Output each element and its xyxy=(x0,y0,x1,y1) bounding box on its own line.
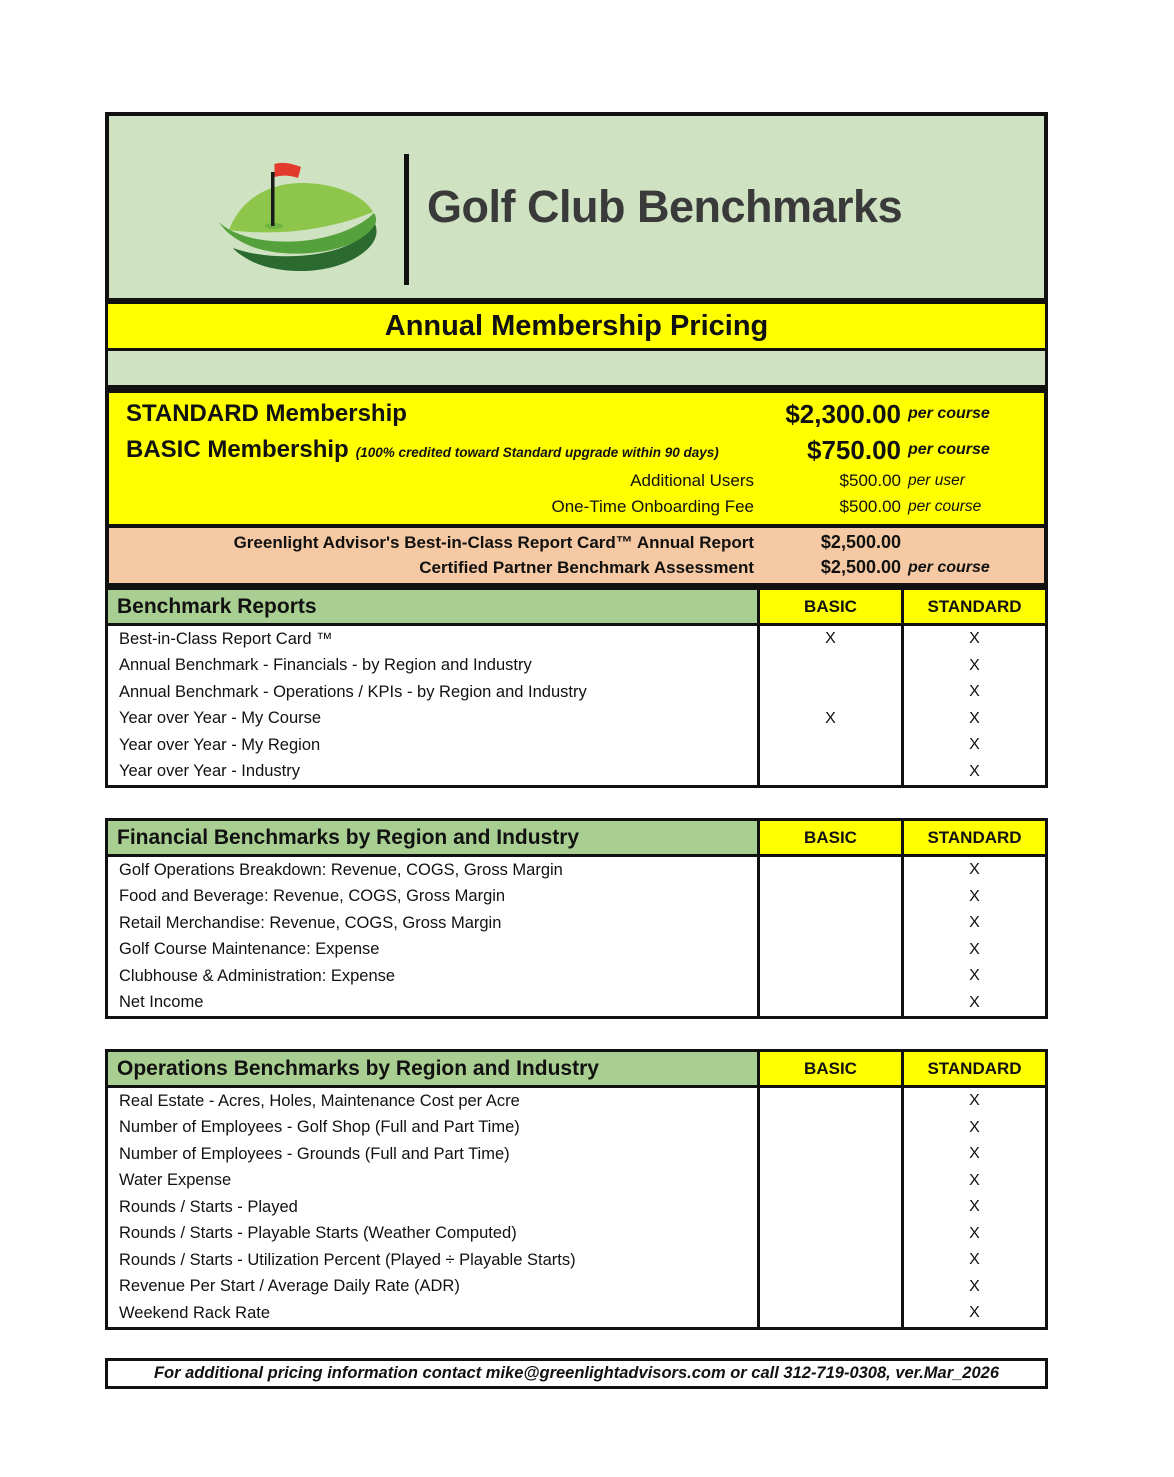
price-unit: per course xyxy=(908,558,990,576)
table-row xyxy=(108,653,1045,680)
page-title: Annual Membership Pricing xyxy=(105,302,1048,351)
column-header-standard: STANDARD xyxy=(901,1052,1045,1085)
row-label: Clubhouse & Administration: Expense xyxy=(119,966,396,985)
standard-cell: X xyxy=(901,732,1045,759)
standard-cell: X xyxy=(901,1168,1045,1195)
row-label: Golf Operations Breakdown: Revenue, COGS, Gross Margin xyxy=(119,860,563,879)
table-row xyxy=(108,1115,1045,1142)
table-row xyxy=(108,1274,1045,1301)
table-header-row xyxy=(108,821,1045,857)
table-row xyxy=(108,1194,1045,1221)
basic-cell xyxy=(757,1247,901,1274)
standard-cell: X xyxy=(901,1274,1045,1301)
row-label: Golf Course Maintenance: Expense xyxy=(119,940,380,959)
column-header-basic: BASIC xyxy=(757,821,901,854)
table-row xyxy=(108,963,1045,990)
basic-cell: X xyxy=(757,626,901,653)
row-label: Number of Employees - Golf Shop (Full and Part Time) xyxy=(119,1118,520,1137)
fee-label: Additional Users xyxy=(630,471,754,490)
membership-price: $750.00 xyxy=(807,434,901,465)
row-label: Rounds / Starts - Utilization Percent (Played ÷ Playable Starts) xyxy=(119,1250,576,1269)
fee-price: $500.00 xyxy=(839,497,901,516)
row-label: Annual Benchmark - Operations / KPIs - by Region and Industry xyxy=(119,682,587,701)
basic-cell xyxy=(757,1115,901,1142)
basic-cell xyxy=(757,653,901,680)
column-header-basic: BASIC xyxy=(757,590,901,623)
standard-cell: X xyxy=(901,884,1045,911)
addon-price: $2,500.00 xyxy=(820,532,901,552)
price-unit: per course xyxy=(908,405,990,422)
spacer-band xyxy=(105,351,1048,388)
standard-cell: X xyxy=(901,1221,1045,1248)
table-title: Operations Benchmarks by Region and Industry xyxy=(108,1052,757,1085)
addon-row-report-card xyxy=(109,530,1044,555)
basic-cell xyxy=(757,759,901,786)
row-label: Best-in-Class Report Card ™ xyxy=(119,629,333,648)
basic-cell xyxy=(757,1274,901,1301)
row-label: Weekend Rack Rate xyxy=(119,1303,271,1322)
standard-cell: X xyxy=(901,1141,1045,1168)
standard-cell: X xyxy=(901,1115,1045,1142)
fee-label: One-Time Onboarding Fee xyxy=(551,497,754,516)
pricing-row-basic xyxy=(109,432,1044,468)
standard-cell: X xyxy=(901,1088,1045,1115)
standard-cell: X xyxy=(901,1194,1045,1221)
row-label: Annual Benchmark - Financials - by Region and Industry xyxy=(119,656,532,675)
table-title: Financial Benchmarks by Region and Industry xyxy=(108,821,757,854)
addon-pricing-block xyxy=(105,528,1048,587)
price-unit: per course xyxy=(908,498,982,515)
pricing-document xyxy=(105,112,1048,1389)
table-row xyxy=(108,1247,1045,1274)
basic-cell xyxy=(757,990,901,1017)
table-row xyxy=(108,732,1045,759)
column-header-basic: BASIC xyxy=(757,1052,901,1085)
membership-label: STANDARD Membership xyxy=(126,400,407,427)
row-label: Food and Beverage: Revenue, COGS, Gross Margin xyxy=(119,887,506,906)
row-label: Retail Merchandise: Revenue, COGS, Gross Margin xyxy=(119,913,502,932)
addon-label: Certified Partner Benchmark Assessment xyxy=(419,557,754,577)
pricing-row-additional-users xyxy=(109,468,1044,494)
fee-price: $500.00 xyxy=(839,471,901,490)
basic-cell xyxy=(757,963,901,990)
price-unit: per course xyxy=(908,441,990,458)
brand-name: Golf Club Benchmarks xyxy=(427,181,903,232)
table-body xyxy=(108,857,1045,1016)
standard-cell: X xyxy=(901,679,1045,706)
logo-divider xyxy=(404,154,409,285)
table-row xyxy=(108,626,1045,653)
table-row xyxy=(108,1141,1045,1168)
footer-contact-band: For additional pricing information contact mike@greenlightadvisors.com or call 312-719-0308, ver.Mar_2026 xyxy=(105,1358,1048,1389)
basic-cell xyxy=(757,857,901,884)
row-label: Net Income xyxy=(119,993,204,1012)
document-header xyxy=(105,112,1048,302)
financial-benchmarks-table xyxy=(105,818,1048,1019)
basic-cell xyxy=(757,1194,901,1221)
table-row xyxy=(108,1168,1045,1195)
table-row xyxy=(108,1221,1045,1248)
row-label: Year over Year - My Course xyxy=(119,709,322,728)
table-row xyxy=(108,990,1045,1017)
basic-cell xyxy=(757,1088,901,1115)
price-unit: per user xyxy=(908,472,965,489)
operations-benchmarks-table xyxy=(105,1049,1048,1330)
table-row xyxy=(108,857,1045,884)
membership-pricing-block xyxy=(105,388,1048,528)
basic-cell xyxy=(757,732,901,759)
column-header-standard: STANDARD xyxy=(901,821,1045,854)
basic-cell xyxy=(757,910,901,937)
standard-cell: X xyxy=(901,759,1045,786)
row-label: Year over Year - My Region xyxy=(119,735,321,754)
basic-cell xyxy=(757,1300,901,1327)
table-row xyxy=(108,937,1045,964)
pricing-row-standard xyxy=(109,396,1044,432)
basic-cell: X xyxy=(757,706,901,733)
basic-cell xyxy=(757,1221,901,1248)
membership-note: (100% credited toward Standard upgrade within 90 days) xyxy=(355,445,719,460)
standard-cell: X xyxy=(901,963,1045,990)
row-label: Number of Employees - Grounds (Full and Part Time) xyxy=(119,1144,510,1163)
standard-cell: X xyxy=(901,990,1045,1017)
standard-cell: X xyxy=(901,653,1045,680)
pricing-row-onboarding-fee xyxy=(109,494,1044,520)
table-body xyxy=(108,626,1045,785)
table-row xyxy=(108,1300,1045,1327)
standard-cell: X xyxy=(901,937,1045,964)
row-label: Year over Year - Industry xyxy=(119,762,301,781)
standard-cell: X xyxy=(901,1247,1045,1274)
basic-cell xyxy=(757,1168,901,1195)
addon-label: Greenlight Advisor's Best-in-Class Report Card™ Annual Report xyxy=(233,532,754,552)
table-row xyxy=(108,910,1045,937)
addon-price: $2,500.00 xyxy=(820,557,901,577)
table-row xyxy=(108,884,1045,911)
basic-cell xyxy=(757,937,901,964)
table-title: Benchmark Reports xyxy=(108,590,757,623)
standard-cell: X xyxy=(901,857,1045,884)
golf-green-flag-icon xyxy=(213,156,393,284)
table-body xyxy=(108,1088,1045,1327)
benchmark-reports-table xyxy=(105,587,1048,788)
standard-cell: X xyxy=(901,1300,1045,1327)
standard-cell: X xyxy=(901,706,1045,733)
row-label: Real Estate - Acres, Holes, Maintenance Cost per Acre xyxy=(119,1091,520,1110)
basic-cell xyxy=(757,1141,901,1168)
golf-club-logo-icon xyxy=(213,156,393,284)
addon-row-assessment xyxy=(109,555,1044,580)
table-header-row xyxy=(108,1052,1045,1088)
standard-cell: X xyxy=(901,910,1045,937)
standard-cell: X xyxy=(901,626,1045,653)
table-row xyxy=(108,1088,1045,1115)
basic-cell xyxy=(757,884,901,911)
table-row xyxy=(108,759,1045,786)
table-row xyxy=(108,706,1045,733)
basic-cell xyxy=(757,679,901,706)
membership-label: BASIC Membership xyxy=(126,436,349,463)
row-label: Rounds / Starts - Played xyxy=(119,1197,298,1216)
row-label: Water Expense xyxy=(119,1171,232,1190)
row-label: Revenue Per Start / Average Daily Rate (ADR) xyxy=(119,1277,460,1296)
table-header-row xyxy=(108,590,1045,626)
membership-price: $2,300.00 xyxy=(785,398,901,429)
column-header-standard: STANDARD xyxy=(901,590,1045,623)
table-row xyxy=(108,679,1045,706)
row-label: Rounds / Starts - Playable Starts (Weather Computed) xyxy=(119,1224,517,1243)
